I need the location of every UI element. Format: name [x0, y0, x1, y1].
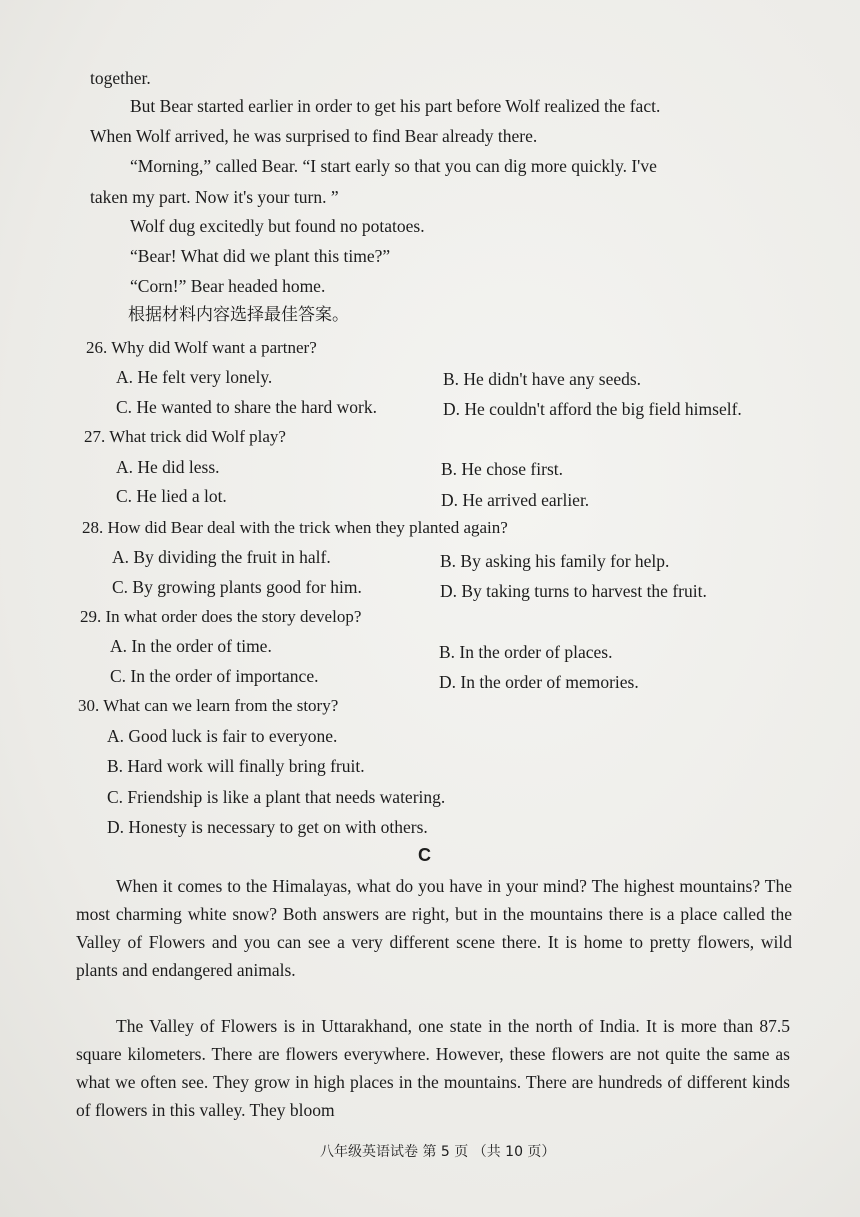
story-line: “Bear! What did we plant this time?”: [130, 246, 391, 266]
paragraph-text: When it comes to the Himalayas, what do you have in your mind? The highest mountains? The most charming white snow? Both answers are right, but in the mountains there is a place called the Valley of Flowers and you can see a very different scene there. It is home to pretty flowers, wild plants and endangered animals.: [76, 876, 792, 980]
option-a: A. In the order of time.: [110, 636, 272, 656]
option-b: B. In the order of places.: [439, 642, 613, 662]
option-b: B. He didn't have any seeds.: [443, 369, 642, 389]
option-d: D. Honesty is necessary to get on with others.: [107, 817, 428, 837]
option-b: B. By asking his family for help.: [440, 551, 670, 571]
story-line: “Corn!” Bear headed home.: [130, 276, 326, 296]
paragraph-text: The Valley of Flowers is in Uttarakhand, one state in the north of India. It is more than 87.5 square kilometers. There are flowers everywhere. However, these flowers are not quite the same as what we often see. They grow in high places in the mountains. There are hundreds of different kinds of flowers in this valley. They bloom: [76, 1016, 790, 1120]
passage-paragraph: [76, 872, 792, 984]
option-c: C. Friendship is like a plant that needs watering.: [107, 787, 446, 807]
story-line: “Morning,” called Bear. “I start early so that you can dig more quickly. I've: [130, 156, 657, 176]
question-stem: 27. What trick did Wolf play?: [84, 427, 286, 446]
passage-paragraph: [76, 1012, 790, 1124]
instruction-text: 根据材料内容选择最佳答案。: [128, 305, 349, 325]
story-line: together.: [90, 68, 151, 88]
question-stem: 29. In what order does the story develop?: [80, 607, 362, 626]
story-line: But Bear started earlier in order to get his part before Wolf realized the fact.: [130, 96, 661, 116]
option-d: D. In the order of memories.: [439, 672, 639, 692]
option-c: C. He wanted to share the hard work.: [116, 397, 377, 417]
option-a: A. He did less.: [116, 457, 220, 477]
option-c: C. He lied a lot.: [116, 486, 227, 506]
story-line: When Wolf arrived, he was surprised to find Bear already there.: [90, 126, 538, 146]
option-a: A. By dividing the fruit in half.: [112, 547, 331, 567]
section-heading: C: [418, 845, 431, 865]
story-line: taken my part. Now it's your turn. ”: [90, 187, 339, 207]
option-b: B. Hard work will finally bring fruit.: [107, 756, 365, 776]
question-stem: 28. How did Bear deal with the trick when they planted again?: [82, 518, 508, 537]
page-footer: 八年级英语试卷 第 5 页 （共 10 页）: [320, 1144, 556, 1160]
option-c: C. In the order of importance.: [110, 666, 319, 686]
option-d: D. He couldn't afford the big field himself.: [443, 399, 742, 419]
option-a: A. He felt very lonely.: [116, 367, 273, 387]
option-c: C. By growing plants good for him.: [112, 577, 362, 597]
question-stem: 26. Why did Wolf want a partner?: [86, 338, 317, 357]
option-b: B. He chose first.: [441, 459, 563, 479]
option-d: D. By taking turns to harvest the fruit.: [440, 581, 707, 601]
question-stem: 30. What can we learn from the story?: [78, 696, 339, 715]
option-d: D. He arrived earlier.: [441, 490, 590, 510]
option-a: A. Good luck is fair to everyone.: [107, 726, 338, 746]
story-line: Wolf dug excitedly but found no potatoes.: [130, 216, 425, 236]
